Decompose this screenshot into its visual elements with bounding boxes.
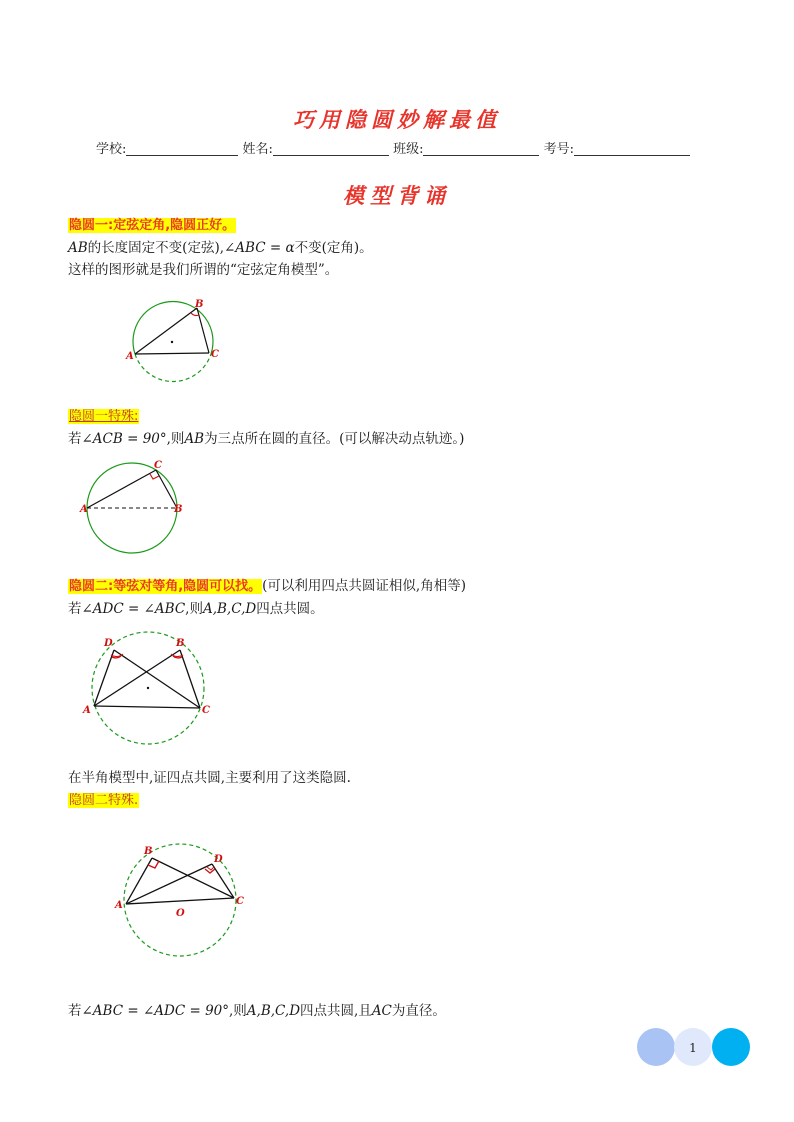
school-blank — [126, 141, 238, 156]
section2-special-heading: 隐圆二特殊. — [69, 793, 139, 808]
fig1-label-b: B — [195, 299, 204, 310]
document-title: 巧用隐圆妙解最值 — [293, 107, 501, 132]
section1-line2: 这样的图形就是我们所谓的“定弦定角模型”。 — [68, 262, 339, 278]
s2-text2: 四点共圆。 — [256, 601, 324, 617]
s2s-text1: ,则 — [229, 1003, 247, 1019]
s2s-segment-ac: AC — [371, 1003, 392, 1019]
class-label: 班级: — [393, 142, 424, 157]
fig2-label-b: B — [174, 504, 183, 515]
fig2-label-c: C — [154, 460, 162, 471]
section1-line1-text2: 不变(定角)。 — [294, 240, 373, 256]
fig1-label-a: A — [126, 351, 134, 362]
fig4-label-a: A — [115, 900, 123, 911]
fig3-label-a: A — [83, 705, 91, 716]
angle-adc-abc-expression: ∠ADC = ∠ABC — [81, 601, 186, 617]
class-blank — [423, 141, 539, 156]
section-subtitle: 模型背诵 — [343, 183, 451, 208]
section1-line1 — [68, 239, 373, 257]
figure-equal-angles-cyclic — [82, 630, 222, 750]
angle-acb-expression: ∠ACB = 90° — [81, 431, 167, 447]
fig3-label-d: D — [104, 638, 113, 649]
fig1-label-c: C — [211, 349, 219, 360]
s1s-text2: 为三点所在圆的直径。(可以解决动点轨迹。) — [204, 431, 465, 447]
section1-line1-text1: 的长度固定不变(定弦), — [87, 240, 224, 256]
figure-right-angles-diameter — [112, 838, 252, 958]
section1-special-line — [68, 430, 464, 448]
s1s-text1: ,则 — [166, 431, 185, 447]
s2s-text2: 四点共圆,且 — [300, 1003, 372, 1019]
exam-no-blank — [574, 141, 690, 156]
school-label: 学校: — [96, 142, 127, 157]
fig3-label-c: C — [202, 705, 210, 716]
s2s-text3: 为直径。 — [391, 1003, 446, 1019]
section2-line — [68, 600, 324, 618]
fig4-label-o: O — [176, 908, 185, 919]
fig3-label-b: B — [176, 638, 185, 649]
section2-after: 在半角模型中,证四点共圆,主要利用了这类隐圆. — [68, 770, 351, 786]
info-row — [96, 138, 690, 157]
section2-heading: 隐圆二:等弦对等角,隐圆可以找。 — [69, 579, 262, 594]
exam-no-label: 考号: — [543, 142, 574, 157]
section1-heading: 隐圆一:定弦定角,隐圆正好。 — [69, 218, 236, 233]
fig4-label-c: C — [236, 896, 244, 907]
page-number-badge — [636, 1028, 752, 1068]
s2s-points: A,B,C,D — [246, 1003, 301, 1019]
fig2-label-a: A — [80, 504, 88, 515]
angle-abc-adc-90-expression: ∠ABC = ∠ADC = 90° — [81, 1003, 229, 1019]
fig4-label-b: B — [144, 846, 153, 857]
name-label: 姓名: — [242, 142, 273, 157]
section2-heading-line — [68, 577, 466, 596]
section1-heading-line — [68, 216, 236, 235]
name-blank — [273, 141, 389, 156]
angle-abc-expression: ∠ABC = α — [224, 240, 295, 256]
s2-text1: ,则 — [185, 601, 203, 617]
figure-fixed-chord-angle — [125, 298, 225, 388]
s2-text0: 若 — [68, 601, 82, 617]
section2-note: (可以利用四点共圆证相似,角相等) — [262, 578, 466, 594]
section1-special-heading-line — [68, 407, 139, 426]
section1-special-heading: 隐圆一特殊: — [69, 409, 139, 424]
s2-points: A,B,C,D — [202, 601, 257, 617]
s1s-segment-ab: AB — [184, 431, 205, 447]
segment-ab: AB — [68, 240, 88, 256]
circle-arc-dashed — [135, 354, 211, 382]
s2s-text0: 若 — [68, 1003, 82, 1019]
section2-special-line — [68, 1002, 446, 1020]
fig4-label-d: D — [214, 854, 223, 865]
section2-special-heading-line — [68, 791, 139, 810]
s1s-text0: 若 — [68, 431, 82, 447]
figure-right-angle-diameter — [80, 460, 190, 560]
page-number: 1 — [689, 1041, 697, 1055]
